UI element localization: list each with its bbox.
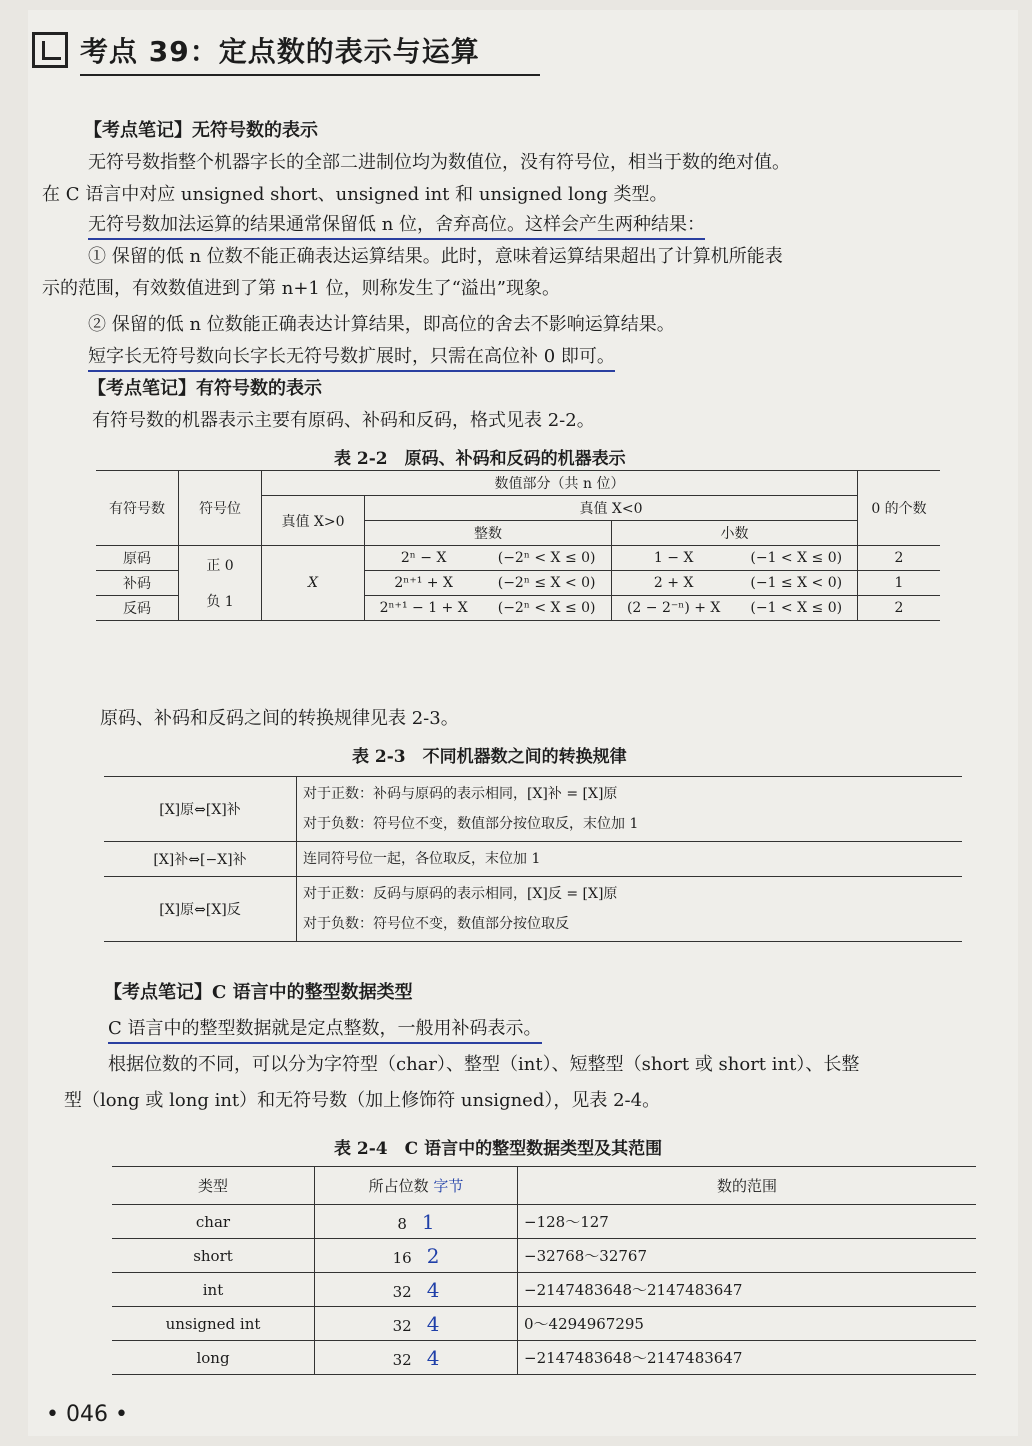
- frac-expr: (2 − 2⁻ⁿ) + X: [611, 596, 735, 621]
- sec3-line-1: C 语言中的整型数据就是定点整数，一般用补码表示。: [108, 1016, 542, 1044]
- frac-range: (−1 ≤ X < 0): [735, 571, 857, 596]
- conv-left: [X]原⇔[X]补: [104, 777, 297, 842]
- table-2-2: [96, 470, 940, 621]
- conv-right: 连同符号位一起，各位取反，末位加 1: [297, 842, 963, 877]
- conv-right: 对于正数：反码与原码的表示相同，[X]反 = [X]原 对于负数：符号位不变，数值部分按位取反: [297, 877, 963, 942]
- conv-left: [X]原⇔[X]反: [104, 877, 297, 942]
- zero-count: 2: [858, 596, 941, 621]
- table-2-4-caption: 表 2-4 C 语言中的整型数据类型及其范围: [334, 1139, 663, 1159]
- handwritten-bytes: 4: [426, 1311, 440, 1336]
- bits-cell: 16 2: [315, 1239, 518, 1273]
- title-underline: [80, 74, 540, 76]
- type-cell: short: [112, 1239, 315, 1273]
- sec1-line-2: 在 C 语言中对应 unsigned short、unsigned int 和 unsigned long 类型。: [42, 184, 668, 205]
- sec2-intro: 有符号数的机器表示主要有原码、补码和反码，格式见表 2-2。: [92, 410, 595, 431]
- sec3-line-3: 型（long 或 long int）和无符号数（加上修饰符 unsigned），见表 2-4。: [64, 1090, 661, 1111]
- range-cell: 0～4294967295: [518, 1307, 977, 1341]
- conv-left: [X]补⇔[−X]补: [104, 842, 297, 877]
- th-zero-count: 0 的个数: [858, 471, 941, 546]
- sec2-after: 原码、补码和反码之间的转换规律见表 2-3。: [100, 708, 459, 729]
- handwritten-bytes: 4: [426, 1277, 440, 1302]
- int-range: (−2ⁿ ≤ X < 0): [482, 571, 611, 596]
- th-type: 类型: [112, 1167, 315, 1205]
- page-number: • 046 •: [46, 1402, 128, 1427]
- table-2-3: [104, 776, 962, 942]
- int-expr: 2ⁿ⁺¹ − 1 + X: [365, 596, 483, 621]
- th-negative: 真值 X<0: [365, 496, 858, 521]
- th-signed-number: 有符号数: [96, 471, 179, 546]
- sign-cell: 正 0 负 1: [179, 546, 262, 621]
- th-range: 数的范围: [518, 1167, 977, 1205]
- bits-cell: 32 4: [315, 1307, 518, 1341]
- sec1-line-7: 短字长无符号数向长字长无符号数扩展时，只需在高位补 0 即可。: [88, 344, 615, 372]
- zero-count: 1: [858, 571, 941, 596]
- sec1-line-3: 无符号数加法运算的结果通常保留低 n 位，舍弃高位。这样会产生两种结果：: [88, 212, 705, 240]
- type-cell: unsigned int: [112, 1307, 315, 1341]
- sec1-line-4: ① 保留的低 n 位数不能正确表达运算结果。此时，意味着运算结果超出了计算机所能表: [88, 246, 783, 267]
- range-cell: −2147483648～2147483647: [518, 1341, 977, 1375]
- sec2-heading: 【考点笔记】有符号数的表示: [88, 378, 322, 399]
- bits-cell: 32 4: [315, 1273, 518, 1307]
- sec1-heading: 【考点笔记】无符号数的表示: [84, 120, 318, 141]
- int-range: (−2ⁿ < X ≤ 0): [482, 546, 611, 571]
- int-expr: 2ⁿ⁺¹ + X: [365, 571, 483, 596]
- sec1-line-5: 示的范围，有效数值进到了第 n+1 位，则称发生了“溢出”现象。: [42, 278, 560, 299]
- table-2-2-caption: 表 2-2 原码、补码和反码的机器表示: [334, 449, 626, 469]
- range-cell: −32768～32767: [518, 1239, 977, 1273]
- page-title: 考点 39：定点数的表示与运算: [80, 35, 480, 68]
- int-range: (−2ⁿ < X ≤ 0): [482, 596, 611, 621]
- section-title-block: [32, 30, 532, 78]
- range-cell: −2147483648～2147483647: [518, 1273, 977, 1307]
- row-name: 补码: [96, 571, 179, 596]
- frac-range: (−1 < X ≤ 0): [735, 596, 857, 621]
- table-2-4: [112, 1166, 976, 1375]
- th-integer: 整数: [365, 521, 612, 546]
- type-cell: long: [112, 1341, 315, 1375]
- type-cell: char: [112, 1205, 315, 1239]
- handwritten-bytes: 4: [426, 1345, 440, 1370]
- th-positive: 真值 X>0: [262, 496, 365, 546]
- int-expr: 2ⁿ − X: [365, 546, 483, 571]
- zero-count: 2: [858, 546, 941, 571]
- frac-expr: 1 − X: [611, 546, 735, 571]
- frac-expr: 2 + X: [611, 571, 735, 596]
- type-cell: int: [112, 1273, 315, 1307]
- handwritten-bytes-header: 字节: [433, 1177, 464, 1195]
- corner-arrow-icon: [32, 32, 68, 68]
- table-2-3-caption: 表 2-3 不同机器数之间的转换规律: [352, 747, 627, 767]
- row-name: 反码: [96, 596, 179, 621]
- bits-cell: 8 1: [315, 1205, 518, 1239]
- positive-cell: X: [262, 546, 365, 621]
- th-numeric-part: 数值部分（共 n 位）: [262, 471, 858, 496]
- handwritten-bytes: 1: [421, 1209, 435, 1234]
- sec3-line-2: 根据位数的不同，可以分为字符型（char）、整型（int）、短整型（short 或 short int）、长整: [108, 1054, 860, 1075]
- th-fraction: 小数: [611, 521, 857, 546]
- range-cell: −128～127: [518, 1205, 977, 1239]
- sec3-heading: 【考点笔记】C 语言中的整型数据类型: [104, 982, 413, 1003]
- bits-cell: 32 4: [315, 1341, 518, 1375]
- conv-right: 对于正数：补码与原码的表示相同，[X]补 = [X]原 对于负数：符号位不变，数值部分按位取反，末位加 1: [297, 777, 963, 842]
- sec1-line-1: 无符号数指整个机器字长的全部二进制位均为数值位，没有符号位，相当于数的绝对值。: [88, 152, 790, 173]
- handwritten-bytes: 2: [426, 1243, 440, 1268]
- th-sign-bit: 符号位: [179, 471, 262, 546]
- th-bits: 所占位数 字节: [315, 1167, 518, 1205]
- frac-range: (−1 < X ≤ 0): [735, 546, 857, 571]
- sec1-line-6: ② 保留的低 n 位数能正确表达计算结果，即高位的舍去不影响运算结果。: [88, 314, 675, 335]
- row-name: 原码: [96, 546, 179, 571]
